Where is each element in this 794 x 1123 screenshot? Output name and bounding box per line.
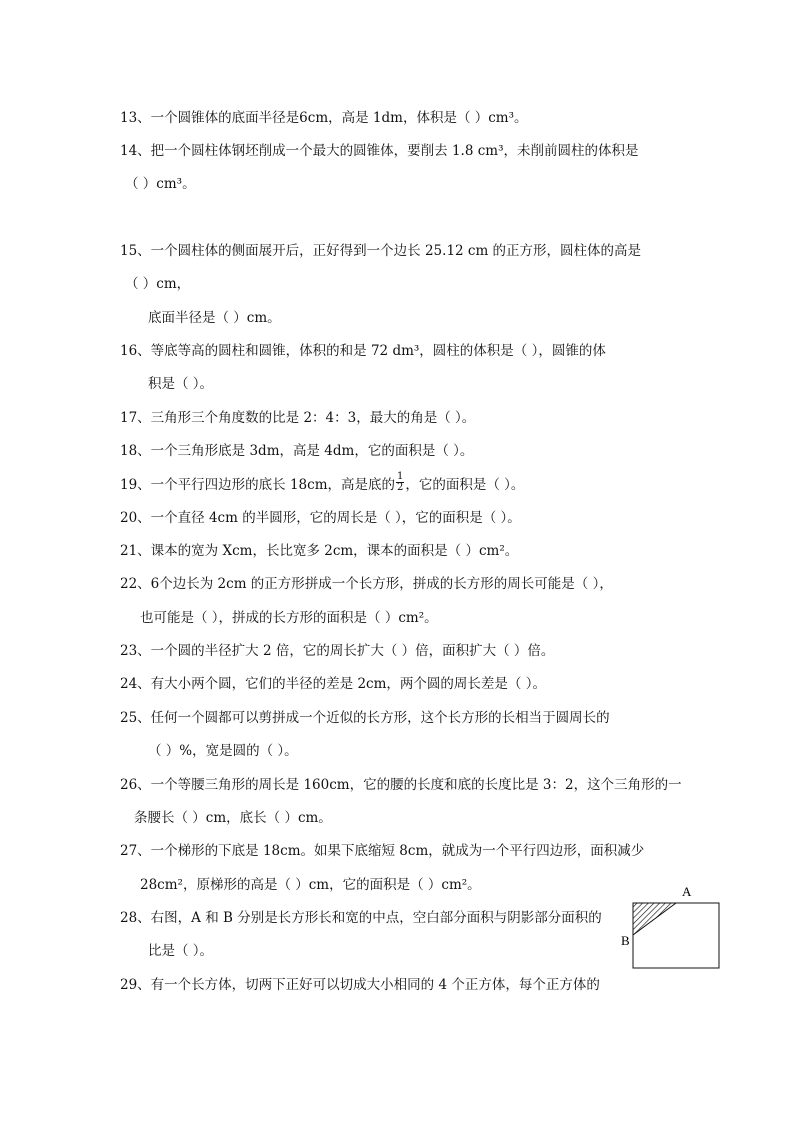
question-27-cont: 28cm²，原梯形的高是（ ）cm，它的面积是（ ）cm²。 bbox=[140, 877, 481, 893]
question-19-text-a: 19、一个平行四边形的底长 18cm，高是底的 bbox=[120, 477, 396, 493]
question-22-cont: 也可能是（ ），拼成的长方形的面积是（ ）cm²。 bbox=[140, 610, 438, 626]
question-24: 24、有大小两个圆，它们的半径的差是 2cm，两个圆的周长差是（ ）。 bbox=[120, 676, 546, 692]
question-25: 25、任何一个圆都可以剪拼成一个近似的长方形，这个长方形的长相当于圆周长的 bbox=[120, 710, 610, 726]
fraction-denominator: 2 bbox=[397, 482, 404, 493]
question-26: 26、一个等腰三角形的周长是 160cm，它的腰的长度和底的长度比是 3：2，这个三角形的一 bbox=[120, 777, 682, 793]
question-14: 14、把一个圆柱体钢坯削成一个最大的圆锥体，要削去 1.8 cm³，未削前圆柱的体积是 bbox=[120, 143, 639, 159]
label-b: B bbox=[621, 933, 630, 948]
fraction-one-half bbox=[396, 472, 404, 493]
question-13: 13、一个圆锥体的底面半径是6cm，高是 1dm，体积是（ ）cm³。 bbox=[120, 110, 528, 126]
question-26-cont: 条腰长（ ）cm，底长（ ）cm。 bbox=[134, 810, 332, 826]
label-a: A bbox=[682, 884, 692, 899]
fraction-numerator: 1 bbox=[397, 471, 404, 482]
question-29: 29、有一个长方体，切两下正好可以切成大小相同的 4 个正方体，每个正方体的 bbox=[120, 977, 600, 993]
question-14-cont: （ ）cm³。 bbox=[125, 176, 196, 192]
question-20: 20、一个直径 4cm 的半圆形，它的周长是（ ），它的面积是（ ）。 bbox=[120, 510, 521, 526]
question-19-text-b: ，它的面积是（ ）。 bbox=[405, 477, 525, 493]
question-27: 27、一个梯形的下底是 18cm。如果下底缩短 8cm，就成为一个平行四边形，面积减少 bbox=[120, 843, 645, 859]
question-28-cont: 比是（ ）。 bbox=[148, 943, 214, 959]
question-22: 22、6个边长为 2cm 的正方形拼成一个长方形，拼成的长方形的周长可能是（ ）， bbox=[120, 576, 613, 592]
question-15-radius: 底面半径是（ ）cm。 bbox=[148, 310, 281, 326]
question-17: 17、三角形三个角度数的比是 2：4：3，最大的角是（ ）。 bbox=[120, 410, 476, 426]
question-18: 18、一个三角形底是 3dm，高是 4dm，它的面积是（ ）。 bbox=[120, 443, 474, 459]
question-16-cont: 积是（ ）。 bbox=[148, 376, 214, 392]
question-23: 23、一个圆的半径扩大 2 倍，它的周长扩大（ ）倍，面积扩大（ ）倍。 bbox=[120, 643, 555, 659]
question-25-cont: （ ）%，宽是圆的（ ）。 bbox=[148, 743, 298, 759]
question-28: 28、右图，A 和 B 分别是长方形长和宽的中点，空白部分面积与阴影部分面积的 bbox=[120, 910, 602, 926]
rectangle-diagram bbox=[618, 882, 724, 972]
question-16: 16、等底等高的圆柱和圆锥，体积的和是 72 dm³，圆柱的体积是（ ），圆锥的体 bbox=[120, 343, 606, 359]
question-15: 15、一个圆柱体的侧面展开后，正好得到一个边长 25.12 cm 的正方形，圆柱体的高是 bbox=[120, 243, 642, 259]
question-21: 21、课本的宽为 Xcm，长比宽多 2cm，课本的面积是（ ）cm²。 bbox=[120, 543, 519, 559]
question-19 bbox=[120, 471, 525, 496]
question-15-cont: （ ）cm， bbox=[125, 276, 191, 292]
